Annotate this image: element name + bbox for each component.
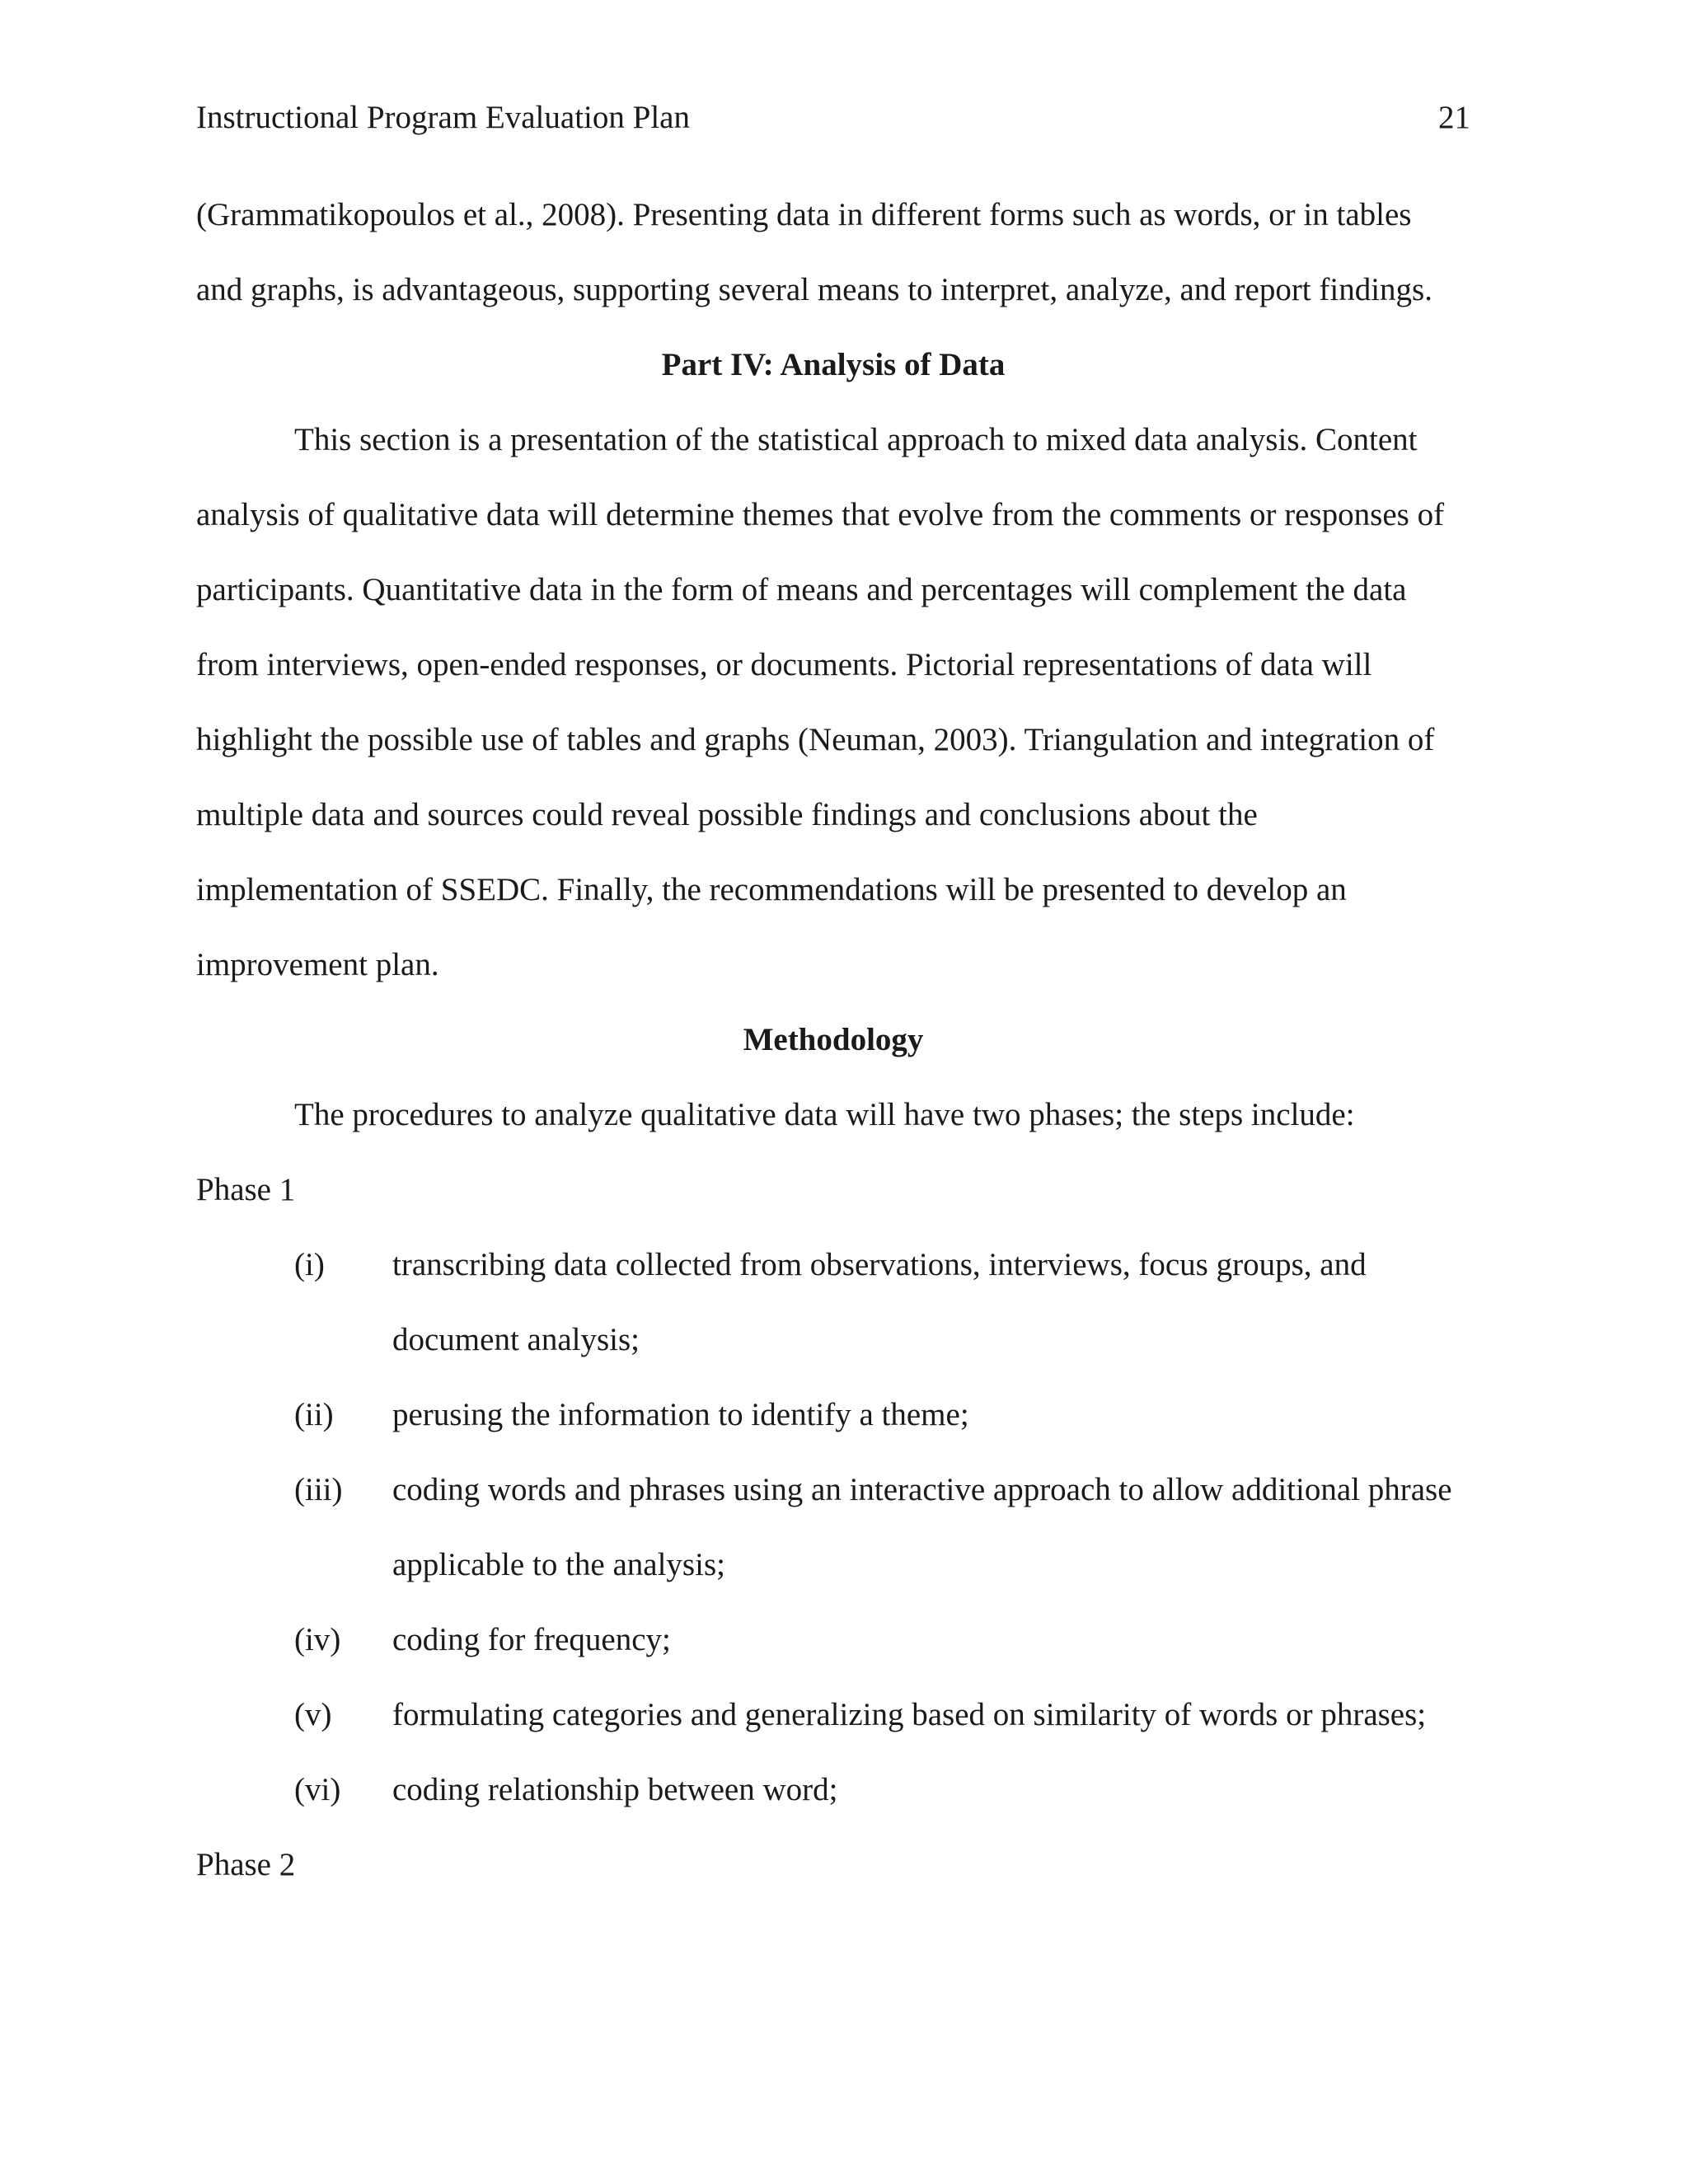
section-heading: Part IV: Analysis of Data	[661, 347, 1006, 382]
phase-label: Phase 1	[196, 1172, 296, 1207]
list-marker: (ii)	[294, 1397, 334, 1432]
list-item-text: applicable to the analysis;	[392, 1547, 725, 1582]
body-text-line: The procedures to analyze qualitative data will have two phases; the steps include:	[294, 1097, 1355, 1132]
list-marker: (i)	[294, 1247, 325, 1282]
page-header	[196, 97, 1470, 138]
running-head: Instructional Program Evaluation Plan	[196, 100, 690, 135]
list-marker: (v)	[294, 1697, 332, 1732]
list-item-text: coding words and phrases using an interactive approach to allow additional phrase	[392, 1472, 1452, 1507]
body-text-line: This section is a presentation of the statistical approach to mixed data analysis. Content	[294, 422, 1418, 457]
subsection-heading: Methodology	[743, 1022, 924, 1057]
body-text-line: analysis of qualitative data will determine themes that evolve from the comments or responses of	[196, 497, 1445, 532]
body-text-line: participants. Quantitative data in the form of means and percentages will complement the data	[196, 572, 1407, 607]
list-item-text: coding relationship between word;	[392, 1772, 838, 1807]
list-marker: (vi)	[294, 1772, 341, 1807]
list-item-text: transcribing data collected from observations, interviews, focus groups, and	[392, 1247, 1367, 1282]
list-marker: (iii)	[294, 1472, 343, 1507]
list-marker: (iv)	[294, 1622, 341, 1657]
page-number: 21	[1438, 100, 1470, 135]
body-text-line: highlight the possible use of tables and graphs (Neuman, 2003). Triangulation and integration of	[196, 722, 1435, 757]
list-item-text: document analysis;	[392, 1322, 640, 1357]
list-item-text: perusing the information to identify a theme;	[392, 1397, 969, 1432]
phase-label: Phase 2	[196, 1847, 296, 1882]
body-text-line: multiple data and sources could reveal possible findings and conclusions about the	[196, 797, 1258, 832]
body-text-line: implementation of SSEDC. Finally, the recommendations will be presented to develop an	[196, 872, 1347, 907]
list-item-text: formulating categories and generalizing based on similarity of words or phrases;	[392, 1697, 1427, 1732]
body-text-line: improvement plan.	[196, 947, 439, 982]
body-text-line: (Grammatikopoulos et al., 2008). Presenting data in different forms such as words, or in tables	[196, 197, 1412, 232]
body-text-line: from interviews, open-ended responses, or documents. Pictorial representations of data will	[196, 647, 1372, 682]
body-text-line: and graphs, is advantageous, supporting several means to interpret, analyze, and report findings.	[196, 272, 1432, 307]
list-item-text: coding for frequency;	[392, 1622, 671, 1657]
